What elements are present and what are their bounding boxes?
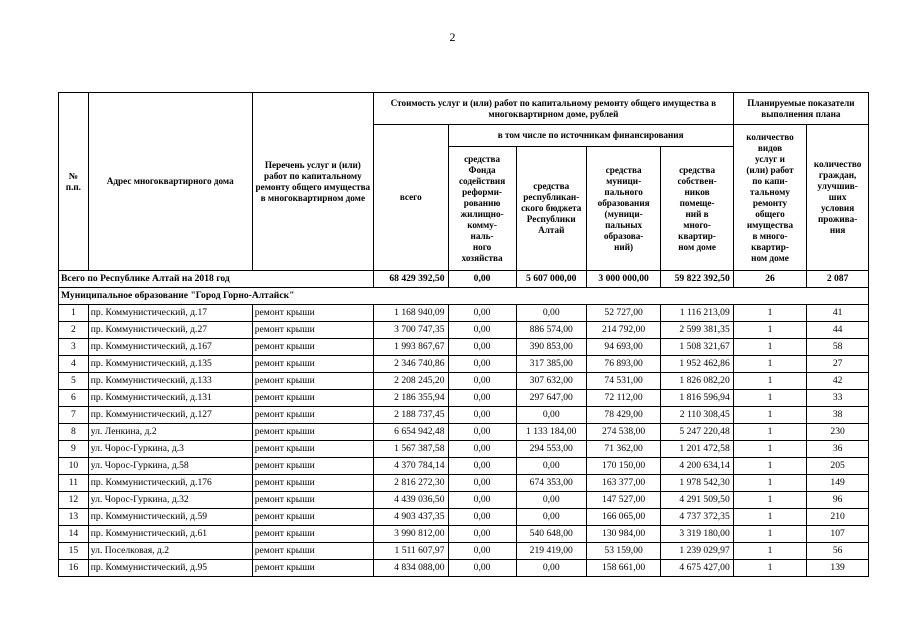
row-service: ремонт крыши bbox=[252, 390, 373, 407]
row-municipal: 170 150,00 bbox=[586, 458, 661, 475]
row-fund: 0,00 bbox=[448, 543, 516, 560]
row-fund: 0,00 bbox=[448, 407, 516, 424]
row-service: ремонт крыши bbox=[252, 441, 373, 458]
row-republic: 297 647,00 bbox=[516, 390, 586, 407]
row-total: 2 186 355,94 bbox=[374, 390, 449, 407]
row-number: 14 bbox=[59, 526, 89, 543]
header-cost-group: Стоимость услуг и (или) работ по капитальному ремонту общего имущества в многоквартирном доме, рублей bbox=[374, 93, 734, 125]
row-total: 4 834 088,00 bbox=[374, 560, 449, 577]
row-number: 5 bbox=[59, 373, 89, 390]
row-total: 2 816 272,30 bbox=[374, 475, 449, 492]
row-number: 3 bbox=[59, 339, 89, 356]
totals-count-citizens: 2 087 bbox=[807, 271, 869, 288]
row-municipal: 94 693,00 bbox=[586, 339, 661, 356]
row-number: 16 bbox=[59, 560, 89, 577]
row-number: 15 bbox=[59, 543, 89, 560]
row-total: 3 700 747,35 bbox=[374, 322, 449, 339]
row-count-citizens: 33 bbox=[807, 390, 869, 407]
table-row bbox=[59, 526, 869, 543]
row-owners: 2 599 381,35 bbox=[661, 322, 733, 339]
table-row bbox=[59, 475, 869, 492]
header-fund: средства Фонда содействия реформи- рованию жилищно- комму- наль- ного хозяйства bbox=[448, 147, 516, 271]
row-owners: 1 116 213,09 bbox=[661, 305, 733, 322]
row-owners: 1 816 596,94 bbox=[661, 390, 733, 407]
row-fund: 0,00 bbox=[448, 441, 516, 458]
row-service: ремонт крыши bbox=[252, 526, 373, 543]
row-total: 1 567 387,58 bbox=[374, 441, 449, 458]
row-fund: 0,00 bbox=[448, 373, 516, 390]
row-count-citizens: 56 bbox=[807, 543, 869, 560]
row-service: ремонт крыши bbox=[252, 560, 373, 577]
row-count-services: 1 bbox=[733, 322, 806, 339]
header-num: № п.п. bbox=[59, 93, 89, 271]
row-owners: 1 978 542,30 bbox=[661, 475, 733, 492]
table-row bbox=[59, 458, 869, 475]
row-count-citizens: 230 bbox=[807, 424, 869, 441]
row-address: ул. Чорос-Гуркина, д.3 bbox=[88, 441, 252, 458]
row-number: 4 bbox=[59, 356, 89, 373]
row-count-services: 1 bbox=[733, 373, 806, 390]
row-municipal: 158 661,00 bbox=[586, 560, 661, 577]
row-address: пр. Коммунистический, д.27 bbox=[88, 322, 252, 339]
row-service: ремонт крыши bbox=[252, 424, 373, 441]
row-service: ремонт крыши bbox=[252, 492, 373, 509]
row-count-services: 1 bbox=[733, 509, 806, 526]
row-municipal: 147 527,00 bbox=[586, 492, 661, 509]
row-count-services: 1 bbox=[733, 492, 806, 509]
row-republic: 0,00 bbox=[516, 305, 586, 322]
row-fund: 0,00 bbox=[448, 458, 516, 475]
row-service: ремонт крыши bbox=[252, 373, 373, 390]
header-address: Адрес многоквартирного дома bbox=[88, 93, 252, 271]
totals-count-services: 26 bbox=[733, 271, 806, 288]
row-count-citizens: 42 bbox=[807, 373, 869, 390]
row-count-services: 1 bbox=[733, 305, 806, 322]
row-number: 2 bbox=[59, 322, 89, 339]
row-total: 2 346 740,86 bbox=[374, 356, 449, 373]
row-service: ремонт крыши bbox=[252, 475, 373, 492]
row-owners: 4 291 509,50 bbox=[661, 492, 733, 509]
row-address: пр. Коммунистический, д.61 bbox=[88, 526, 252, 543]
section-row bbox=[59, 288, 869, 305]
table-row bbox=[59, 424, 869, 441]
table-row bbox=[59, 407, 869, 424]
row-address: пр. Коммунистический, д.135 bbox=[88, 356, 252, 373]
row-municipal: 214 792,00 bbox=[586, 322, 661, 339]
row-count-citizens: 205 bbox=[807, 458, 869, 475]
row-count-citizens: 27 bbox=[807, 356, 869, 373]
table-row bbox=[59, 356, 869, 373]
row-address: пр. Коммунистический, д.59 bbox=[88, 509, 252, 526]
row-service: ремонт крыши bbox=[252, 509, 373, 526]
row-count-services: 1 bbox=[733, 390, 806, 407]
row-number: 1 bbox=[59, 305, 89, 322]
row-number: 8 bbox=[59, 424, 89, 441]
row-total: 1 511 607,97 bbox=[374, 543, 449, 560]
row-municipal: 166 065,00 bbox=[586, 509, 661, 526]
row-republic: 0,00 bbox=[516, 407, 586, 424]
row-municipal: 130 984,00 bbox=[586, 526, 661, 543]
row-owners: 4 737 372,35 bbox=[661, 509, 733, 526]
header-municipal: средства муници- пального образования (муници- пальных образова- ний) bbox=[586, 147, 661, 271]
row-owners: 5 247 220,48 bbox=[661, 424, 733, 441]
table-row bbox=[59, 373, 869, 390]
row-fund: 0,00 bbox=[448, 305, 516, 322]
row-total: 3 990 812,00 bbox=[374, 526, 449, 543]
totals-republic: 5 607 000,00 bbox=[516, 271, 586, 288]
row-owners: 1 952 462,86 bbox=[661, 356, 733, 373]
totals-owners: 59 822 392,50 bbox=[661, 271, 733, 288]
row-service: ремонт крыши bbox=[252, 339, 373, 356]
row-number: 11 bbox=[59, 475, 89, 492]
row-total: 1 993 867,67 bbox=[374, 339, 449, 356]
row-address: пр. Коммунистический, д.17 bbox=[88, 305, 252, 322]
row-service: ремонт крыши bbox=[252, 356, 373, 373]
row-address: пр. Коммунистический, д.133 bbox=[88, 373, 252, 390]
row-municipal: 76 893,00 bbox=[586, 356, 661, 373]
row-total: 1 168 940,09 bbox=[374, 305, 449, 322]
row-municipal: 52 727,00 bbox=[586, 305, 661, 322]
row-fund: 0,00 bbox=[448, 339, 516, 356]
row-fund: 0,00 bbox=[448, 492, 516, 509]
row-fund: 0,00 bbox=[448, 356, 516, 373]
row-address: ул. Чорос-Гуркина, д.32 bbox=[88, 492, 252, 509]
row-fund: 0,00 bbox=[448, 322, 516, 339]
row-number: 13 bbox=[59, 509, 89, 526]
row-owners: 4 200 634,14 bbox=[661, 458, 733, 475]
table-row bbox=[59, 441, 869, 458]
row-municipal: 53 159,00 bbox=[586, 543, 661, 560]
totals-fund: 0,00 bbox=[448, 271, 516, 288]
row-address: пр. Коммунистический, д.127 bbox=[88, 407, 252, 424]
row-fund: 0,00 bbox=[448, 390, 516, 407]
row-owners: 1 201 472,58 bbox=[661, 441, 733, 458]
row-service: ремонт крыши bbox=[252, 322, 373, 339]
row-number: 6 bbox=[59, 390, 89, 407]
row-address: пр. Коммунистический, д.176 bbox=[88, 475, 252, 492]
totals-row bbox=[59, 271, 869, 288]
row-republic: 219 419,00 bbox=[516, 543, 586, 560]
row-republic: 540 648,00 bbox=[516, 526, 586, 543]
row-owners: 2 110 308,45 bbox=[661, 407, 733, 424]
row-municipal: 274 538,00 bbox=[586, 424, 661, 441]
row-republic: 886 574,00 bbox=[516, 322, 586, 339]
header-total: всего bbox=[374, 125, 449, 271]
row-address: пр. Коммунистический, д.131 bbox=[88, 390, 252, 407]
row-municipal: 72 112,00 bbox=[586, 390, 661, 407]
row-republic: 307 632,00 bbox=[516, 373, 586, 390]
row-count-services: 1 bbox=[733, 458, 806, 475]
row-number: 7 bbox=[59, 407, 89, 424]
row-count-citizens: 58 bbox=[807, 339, 869, 356]
row-republic: 0,00 bbox=[516, 560, 586, 577]
row-republic: 1 133 184,00 bbox=[516, 424, 586, 441]
row-count-citizens: 149 bbox=[807, 475, 869, 492]
row-count-citizens: 36 bbox=[807, 441, 869, 458]
row-count-services: 1 bbox=[733, 526, 806, 543]
row-address: ул. Поселковая, д.2 bbox=[88, 543, 252, 560]
table-row bbox=[59, 305, 869, 322]
row-number: 10 bbox=[59, 458, 89, 475]
header-count-services: количество видов услуг и (или) работ по капи- тальному ремонту общего имущества в много- квартир- ном доме bbox=[733, 125, 806, 271]
table-row bbox=[59, 339, 869, 356]
header-owners: средства собствен- ников помеще- ний в много- квартир- ном доме bbox=[661, 147, 733, 271]
table-row bbox=[59, 390, 869, 407]
row-service: ремонт крыши bbox=[252, 543, 373, 560]
row-republic: 674 353,00 bbox=[516, 475, 586, 492]
row-municipal: 78 429,00 bbox=[586, 407, 661, 424]
row-republic: 294 553,00 bbox=[516, 441, 586, 458]
row-total: 4 903 437,35 bbox=[374, 509, 449, 526]
row-owners: 1 508 321,67 bbox=[661, 339, 733, 356]
row-count-services: 1 bbox=[733, 356, 806, 373]
row-count-services: 1 bbox=[733, 424, 806, 441]
row-count-services: 1 bbox=[733, 543, 806, 560]
table-row bbox=[59, 543, 869, 560]
row-republic: 0,00 bbox=[516, 458, 586, 475]
totals-total: 68 429 392,50 bbox=[374, 271, 449, 288]
row-service: ремонт крыши bbox=[252, 407, 373, 424]
totals-municipal: 3 000 000,00 bbox=[586, 271, 661, 288]
repair-plan-table bbox=[58, 92, 869, 577]
row-republic: 0,00 bbox=[516, 509, 586, 526]
row-count-services: 1 bbox=[733, 407, 806, 424]
table-row bbox=[59, 322, 869, 339]
row-service: ремонт крыши bbox=[252, 458, 373, 475]
row-total: 6 654 942,48 bbox=[374, 424, 449, 441]
header-sources-group: в том числе по источникам финансирования bbox=[448, 125, 733, 147]
table-row bbox=[59, 492, 869, 509]
row-total: 4 370 784,14 bbox=[374, 458, 449, 475]
row-count-services: 1 bbox=[733, 560, 806, 577]
header-count-citizens: количество граждан, улучшив- ших условия прожива- ния bbox=[807, 125, 869, 271]
row-address: ул. Чорос-Гуркина, д.58 bbox=[88, 458, 252, 475]
row-count-citizens: 38 bbox=[807, 407, 869, 424]
row-fund: 0,00 bbox=[448, 424, 516, 441]
row-republic: 317 385,00 bbox=[516, 356, 586, 373]
row-fund: 0,00 bbox=[448, 475, 516, 492]
row-total: 2 208 245,20 bbox=[374, 373, 449, 390]
row-service: ремонт крыши bbox=[252, 305, 373, 322]
row-municipal: 71 362,00 bbox=[586, 441, 661, 458]
row-count-citizens: 210 bbox=[807, 509, 869, 526]
page-number: 2 bbox=[449, 30, 456, 44]
header-republic: средства республикан- ского бюджета Республики Алтай bbox=[516, 147, 586, 271]
table-row bbox=[59, 560, 869, 577]
row-owners: 1 239 029,97 bbox=[661, 543, 733, 560]
row-owners: 1 826 082,20 bbox=[661, 373, 733, 390]
table-row bbox=[59, 509, 869, 526]
row-address: пр. Коммунистический, д.95 bbox=[88, 560, 252, 577]
row-address: ул. Ленкина, д.2 bbox=[88, 424, 252, 441]
row-republic: 390 853,00 bbox=[516, 339, 586, 356]
row-total: 4 439 036,50 bbox=[374, 492, 449, 509]
totals-label: Всего по Республике Алтай на 2018 год bbox=[59, 271, 374, 288]
row-count-citizens: 44 bbox=[807, 322, 869, 339]
row-address: пр. Коммунистический, д.167 bbox=[88, 339, 252, 356]
row-count-citizens: 139 bbox=[807, 560, 869, 577]
row-count-services: 1 bbox=[733, 475, 806, 492]
row-count-citizens: 41 bbox=[807, 305, 869, 322]
row-municipal: 163 377,00 bbox=[586, 475, 661, 492]
row-number: 12 bbox=[59, 492, 89, 509]
row-fund: 0,00 bbox=[448, 509, 516, 526]
row-fund: 0,00 bbox=[448, 526, 516, 543]
row-count-citizens: 107 bbox=[807, 526, 869, 543]
header-services: Перечень услуг и (или) работ по капитальному ремонту общего имущества в многоквартирном доме bbox=[252, 93, 373, 271]
row-municipal: 74 531,00 bbox=[586, 373, 661, 390]
row-count-citizens: 96 bbox=[807, 492, 869, 509]
row-owners: 4 675 427,00 bbox=[661, 560, 733, 577]
row-owners: 3 319 180,00 bbox=[661, 526, 733, 543]
header-plan-group: Планируемые показатели выполнения плана bbox=[733, 93, 868, 125]
row-count-services: 1 bbox=[733, 339, 806, 356]
row-total: 2 188 737,45 bbox=[374, 407, 449, 424]
row-number: 9 bbox=[59, 441, 89, 458]
row-count-services: 1 bbox=[733, 441, 806, 458]
row-republic: 0,00 bbox=[516, 492, 586, 509]
row-fund: 0,00 bbox=[448, 560, 516, 577]
section-label: Муниципальное образование "Город Горно-Алтайск" bbox=[59, 288, 869, 305]
